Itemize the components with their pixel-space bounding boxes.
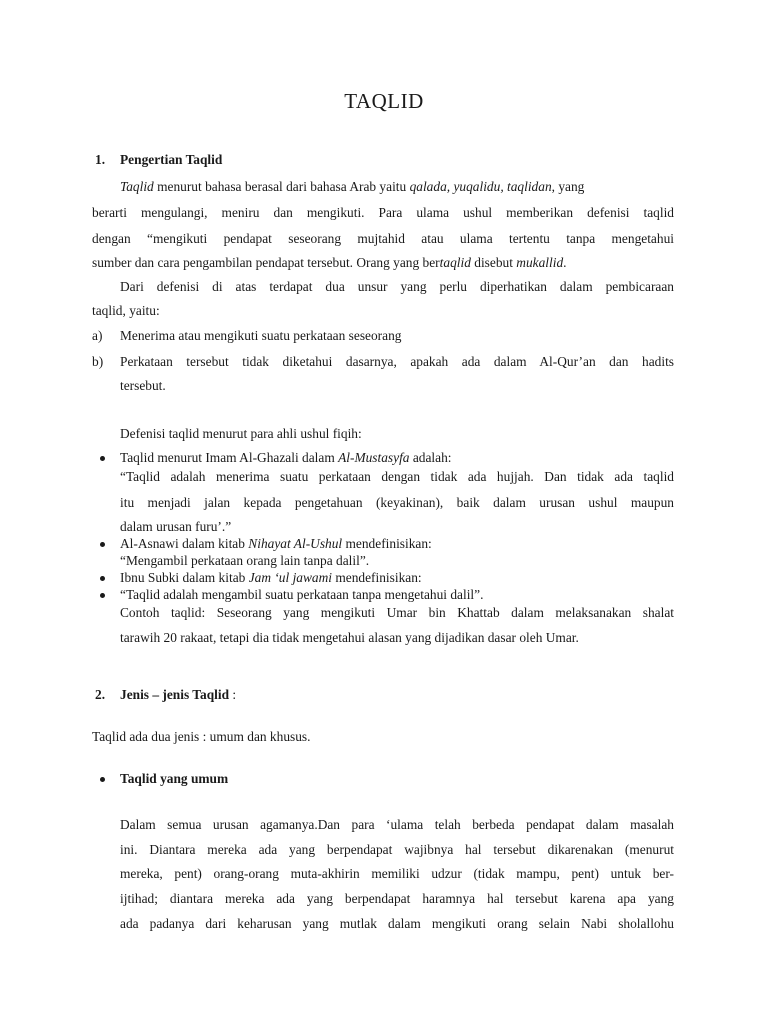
section-heading: Pengertian Taqlid [120, 152, 223, 167]
definitions-intro: Defenisi taqlid menurut para ahli ushul fiqih: [120, 426, 362, 441]
quote-line: itu menjadi jalan kepada pengetahuan (keyakinan), baik dalam urusan ushul maupun [120, 495, 674, 510]
bullet-dot [100, 777, 105, 782]
paragraph-line: Taqlid menurut bahasa berasal dari bahasa Arab yaitu qalada, yuqalidu, taqlidan, yang [120, 179, 585, 194]
quote-line: “Taqlid adalah menerima suatu perkataan dengan tidak ada hujjah. Dan tidak ada taqlid [120, 469, 674, 484]
bullet-item: Al-Asnawi dalam kitab Nihayat Al-Ushul mendefinisikan: [120, 536, 432, 551]
list-marker: b) [92, 354, 104, 369]
paragraph-line: Dalam semua urusan agamanya.Dan para ‘ulama telah berbeda pendapat dalam masalah [120, 817, 674, 832]
bullet-dot [100, 593, 105, 598]
example-line: tarawih 20 rakaat, tetapi dia tidak mengetahui alasan yang dijadikan dasar oleh Umar. [120, 630, 579, 645]
quote-line: “Mengambil perkataan orang lain tanpa dalil”. [120, 553, 370, 568]
list-item: Perkataan tersebut tidak diketahui dasarnya, apakah ada dalam Al-Qur’an dan hadits [120, 354, 674, 369]
paragraph-line: dengan “mengikuti pendapat seseorang mujtahid atau ulama tertentu tanpa mengetahui [92, 231, 674, 246]
paragraph-line: Dari defenisi di atas terdapat dua unsur yang perlu diperhatikan dalam pembicaraan [120, 279, 674, 294]
section-intro: Taqlid ada dua jenis : umum dan khusus. [92, 729, 311, 744]
paragraph-line: taqlid, yaitu: [92, 303, 160, 318]
bullet-dot [100, 576, 105, 581]
quote-line: dalam urusan furu’.” [120, 519, 232, 534]
paragraph-line: sumber dan cara pengambilan pendapat tersebut. Orang yang bertaqlid disebut mukallid. [92, 255, 567, 270]
section-heading: Jenis – jenis Taqlid : [120, 687, 237, 702]
paragraph-line: berarti mengulangi, meniru dan mengikuti. Para ulama ushul memberikan defenisi taqlid [92, 205, 674, 220]
bullet-item: “Taqlid adalah mengambil suatu perkataan tanpa mengetahui dalil”. [120, 587, 484, 602]
list-item: Menerima atau mengikuti suatu perkataan seseorang [120, 328, 402, 343]
example-line: Contoh taqlid: Seseorang yang mengikuti Umar bin Khattab dalam melaksanakan shalat [120, 605, 674, 620]
bullet-item: Taqlid menurut Imam Al-Ghazali dalam Al-Mustasyfa adalah: [120, 450, 452, 465]
section-number: 1. [95, 152, 106, 167]
sub-heading: Taqlid yang umum [120, 771, 229, 786]
section-number: 2. [95, 687, 106, 702]
list-marker: a) [92, 328, 103, 343]
paragraph-line: mereka, pent) orang-orang muta-akhirin memiliki udzur (tidak mampu, pent) untuk ber- [120, 866, 674, 881]
document-title: TAQLID [344, 89, 424, 113]
paragraph-line: ijtihad; diantara mereka ada yang berpendapat haramnya hal tersebut karena apa yang [120, 891, 674, 906]
bullet-item: Ibnu Subki dalam kitab Jam ‘ul jawami mendefinisikan: [120, 570, 422, 585]
list-item: tersebut. [120, 378, 166, 393]
paragraph-line: ini. Diantara mereka ada yang berpendapat wajibnya hal tersebut dikarenakan (menurut [120, 842, 674, 857]
paragraph-line: ada padanya dari keharusan yang mutlak dalam mengikuti orang selain Nabi sholallohu [120, 916, 674, 931]
bullet-dot [100, 456, 105, 461]
bullet-dot [100, 542, 105, 547]
